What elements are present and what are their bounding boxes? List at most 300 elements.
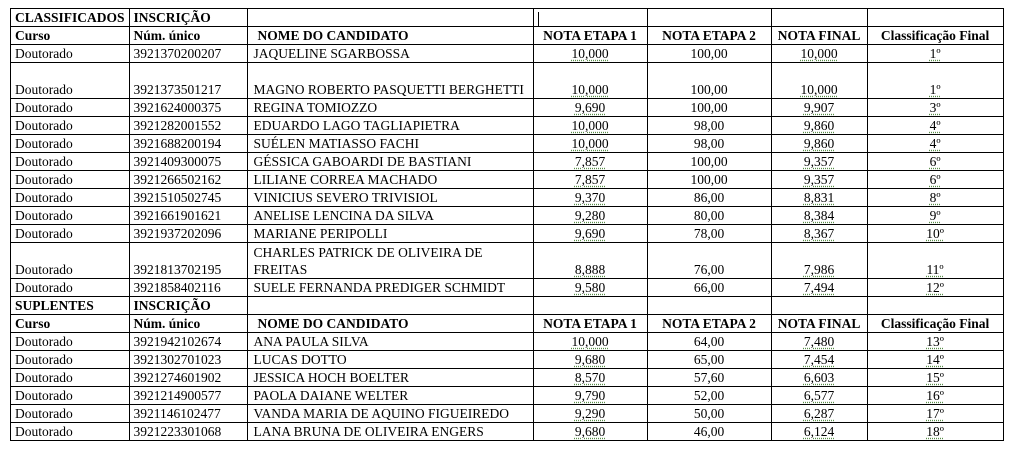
cell-nota-etapa-2-value: 46,00	[693, 424, 725, 439]
cell-nome[interactable]	[247, 189, 533, 207]
cell-classificacao-value: 4º	[929, 136, 941, 151]
cell-nota-etapa-2[interactable]	[647, 369, 771, 387]
cell-classificacao-value: 13º	[926, 334, 944, 349]
cell-classificacao[interactable]	[867, 117, 1003, 135]
cell-classificacao[interactable]	[867, 387, 1003, 405]
cell-curso-value: Doutorado	[15, 406, 73, 421]
cell-nota-etapa-1-value: 10,000	[571, 46, 609, 61]
cell-nota-etapa-1-value: 9,790	[574, 388, 606, 403]
table-row	[11, 171, 1004, 189]
cell-nota-final-value: 10,000	[800, 46, 838, 61]
cell-nota-etapa-1[interactable]	[533, 207, 647, 225]
cell-nota-final-value: 7,480	[803, 334, 835, 349]
cell-curso[interactable]	[11, 135, 130, 153]
cell-classificacao[interactable]	[867, 243, 1003, 279]
cell-nota-etapa-2[interactable]	[647, 207, 771, 225]
section-label-classificados[interactable]: CLASSIFICADOS	[11, 9, 130, 27]
header-nota-etapa-2[interactable]: NOTA ETAPA 2	[647, 27, 771, 45]
cell-curso[interactable]	[11, 63, 130, 99]
cell-classificacao-value: 15º	[926, 370, 944, 385]
cell-nota-final[interactable]	[771, 207, 867, 225]
cell-nome-value: LANA BRUNA DE OLIVEIRA ENGERS	[253, 424, 484, 439]
cell-nota-final-value: 6,124	[803, 424, 835, 439]
header-nome[interactable]: NOME DO CANDIDATO	[247, 27, 533, 45]
cell-nome-value: SUELE FERNANDA PREDIGER SCHMIDT	[253, 280, 506, 295]
cell-nome[interactable]	[247, 99, 533, 117]
cell-num-unico[interactable]	[129, 243, 247, 279]
header-classificacao-final[interactable]: Classificação Final	[867, 27, 1003, 45]
cell-nota-final[interactable]	[771, 45, 867, 63]
cell-nota-etapa-1[interactable]	[533, 423, 647, 441]
cell-nota-etapa-1-value: 7,857	[574, 172, 606, 187]
cell-classificacao[interactable]	[867, 369, 1003, 387]
cell-nome[interactable]	[247, 135, 533, 153]
cell-classificacao-value: 3º	[929, 100, 941, 115]
cell-classificacao-value: 10º	[926, 226, 944, 241]
cell-classificacao-value: 1º	[929, 82, 941, 97]
cell-classificacao[interactable]	[867, 333, 1003, 351]
table-row	[11, 369, 1004, 387]
cell-curso-value: Doutorado	[15, 208, 73, 223]
table-row	[11, 333, 1004, 351]
cell-nota-etapa-1-value: 8,570	[574, 370, 606, 385]
cell-curso-value: Doutorado	[15, 118, 73, 133]
empty-cell[interactable]	[647, 9, 771, 27]
cell-nota-etapa-2[interactable]	[647, 63, 771, 99]
cell-num-unico-value: 3921214900577	[133, 388, 222, 403]
cell-curso[interactable]	[11, 405, 130, 423]
cell-classificacao[interactable]	[867, 423, 1003, 441]
results-table	[10, 8, 1004, 441]
cell-nota-etapa-1[interactable]	[533, 99, 647, 117]
cell-nota-etapa-1-value: 10,000	[571, 82, 609, 97]
cell-num-unico-value: 3921223301068	[133, 424, 222, 439]
cell-num-unico[interactable]	[129, 153, 247, 171]
header-num-unico[interactable]: Núm. único	[129, 315, 247, 333]
cell-nota-final-value: 7,986	[803, 262, 835, 277]
cell-num-unico-value: 3921942102674	[133, 334, 222, 349]
cell-nota-etapa-2[interactable]	[647, 171, 771, 189]
cell-nota-etapa-1-value: 9,680	[574, 352, 606, 367]
cell-nota-etapa-1[interactable]	[533, 135, 647, 153]
cell-nome[interactable]	[247, 243, 533, 279]
cell-nota-final-value: 9,357	[803, 172, 835, 187]
cell-num-unico[interactable]	[129, 225, 247, 243]
cell-nota-etapa-2[interactable]	[647, 45, 771, 63]
cell-curso-value: Doutorado	[15, 226, 73, 241]
cell-nota-etapa-2[interactable]	[647, 99, 771, 117]
cell-curso[interactable]	[11, 171, 130, 189]
cell-nota-etapa-1[interactable]	[533, 117, 647, 135]
cell-curso[interactable]	[11, 243, 130, 279]
empty-cell[interactable]	[533, 297, 647, 315]
cell-nota-etapa-2[interactable]	[647, 333, 771, 351]
cell-nota-final-value: 7,454	[803, 352, 835, 367]
cell-num-unico-value: 3921146102477	[133, 406, 221, 421]
header-nota-etapa-2[interactable]: NOTA ETAPA 2	[647, 315, 771, 333]
cell-curso-value: Doutorado	[15, 190, 73, 205]
empty-cell[interactable]	[247, 297, 533, 315]
cell-nome[interactable]	[247, 171, 533, 189]
cell-num-unico-value: 3921266502162	[133, 172, 222, 187]
cell-classificacao[interactable]	[867, 207, 1003, 225]
cell-nota-etapa-1-value: 9,280	[574, 208, 606, 223]
cell-nome-value: ANELISE LENCINA DA SILVA	[253, 208, 434, 223]
cell-nota-etapa-1-value: 7,857	[574, 154, 606, 169]
cell-nome[interactable]	[247, 423, 533, 441]
header-nota-etapa-1[interactable]: NOTA ETAPA 1	[533, 315, 647, 333]
cell-nota-final-value: 6,603	[803, 370, 835, 385]
cell-nota-final-value: 6,577	[803, 388, 835, 403]
table-row	[11, 225, 1004, 243]
cell-nota-final[interactable]	[771, 117, 867, 135]
table-row	[11, 189, 1004, 207]
cell-num-unico-value: 3921688200194	[133, 136, 222, 151]
table-row	[11, 63, 1004, 99]
cell-curso[interactable]	[11, 423, 130, 441]
cell-nome-value: JAQUELINE SGARBOSSA	[253, 46, 410, 61]
cell-nota-etapa-2-value: 78,00	[693, 226, 725, 241]
cell-num-unico-value: 3921409300075	[133, 154, 222, 169]
cell-curso-value: Doutorado	[15, 334, 73, 349]
header-classificacao-final[interactable]: Classificação Final	[867, 315, 1003, 333]
cell-nome[interactable]	[247, 63, 533, 99]
cell-curso-value: Doutorado	[15, 154, 73, 169]
table-row	[11, 207, 1004, 225]
empty-cell[interactable]	[647, 297, 771, 315]
cell-num-unico[interactable]	[129, 279, 247, 297]
cell-curso[interactable]	[11, 225, 130, 243]
cell-nota-etapa-1-value: 9,580	[574, 280, 606, 295]
cell-classificacao[interactable]	[867, 225, 1003, 243]
text-cursor	[538, 12, 539, 26]
cell-nota-etapa-1[interactable]	[533, 369, 647, 387]
cell-curso[interactable]	[11, 351, 130, 369]
cell-nota-final[interactable]	[771, 243, 867, 279]
cell-nota-etapa-1-value: 10,000	[571, 118, 609, 133]
cell-nota-final-value: 8,831	[803, 190, 835, 205]
cell-nome-value: REGINA TOMIOZZO	[253, 100, 378, 115]
cell-nome-value: SUÉLEN MATIASSO FACHI	[253, 136, 420, 151]
cell-curso-value: Doutorado	[15, 424, 73, 439]
cell-nome-value: JESSICA HOCH BOELTER	[253, 370, 410, 385]
cell-nome-value: ANA PAULA SILVA	[253, 334, 369, 349]
cell-nome[interactable]	[247, 207, 533, 225]
cell-nota-etapa-2-value: 76,00	[693, 262, 725, 277]
cell-classificacao[interactable]	[867, 135, 1003, 153]
cell-nota-etapa-1-value: 10,000	[571, 334, 609, 349]
cell-curso[interactable]	[11, 45, 130, 63]
cell-nota-etapa-2-value: 100,00	[690, 100, 728, 115]
cell-classificacao[interactable]	[867, 171, 1003, 189]
cell-nome-value: GÉSSICA GABOARDI DE BASTIANI	[253, 154, 472, 169]
cell-nota-etapa-2-value: 100,00	[690, 172, 728, 187]
cell-nota-final[interactable]	[771, 405, 867, 423]
results-spreadsheet	[10, 8, 1004, 441]
cell-nota-etapa-2[interactable]	[647, 189, 771, 207]
cell-curso[interactable]	[11, 153, 130, 171]
cell-classificacao-value: 16º	[926, 388, 944, 403]
cell-nota-final[interactable]	[771, 423, 867, 441]
cell-curso-value: Doutorado	[15, 280, 73, 295]
cell-classificacao-value: 4º	[929, 118, 941, 133]
suplentes-section-header	[11, 297, 1004, 315]
cell-nota-etapa-1[interactable]	[533, 63, 647, 99]
cell-curso-value: Doutorado	[15, 46, 73, 61]
cell-nota-etapa-1[interactable]	[533, 171, 647, 189]
table-row	[11, 243, 1004, 279]
cell-nota-etapa-1[interactable]	[533, 243, 647, 279]
cell-nota-final-value: 9,860	[803, 136, 835, 151]
cell-nota-etapa-2-value: 50,00	[693, 406, 725, 421]
cell-nota-final[interactable]	[771, 135, 867, 153]
cell-nota-final[interactable]	[771, 279, 867, 297]
cell-num-unico-value: 3921813702195	[133, 262, 222, 277]
cell-classificacao[interactable]	[867, 351, 1003, 369]
empty-cell[interactable]	[867, 297, 1003, 315]
cell-classificacao-value: 11º	[926, 262, 944, 277]
classificados-section-header	[11, 9, 1004, 27]
cell-nota-etapa-1[interactable]	[533, 279, 647, 297]
cell-nota-etapa-2-value: 80,00	[693, 208, 725, 223]
cell-nota-final[interactable]	[771, 369, 867, 387]
cell-num-unico-value: 3921510502745	[133, 190, 222, 205]
cell-classificacao[interactable]	[867, 405, 1003, 423]
cell-curso[interactable]	[11, 279, 130, 297]
header-curso[interactable]: Curso	[11, 315, 130, 333]
cell-nome[interactable]	[247, 405, 533, 423]
cell-nota-etapa-2-value: 86,00	[693, 190, 725, 205]
header-curso[interactable]: Curso	[11, 27, 130, 45]
cell-nome[interactable]	[247, 225, 533, 243]
cell-num-unico[interactable]	[129, 63, 247, 99]
cell-nome[interactable]	[247, 351, 533, 369]
cell-nota-etapa-2-value: 100,00	[690, 82, 728, 97]
cell-nota-etapa-1[interactable]	[533, 405, 647, 423]
cell-nota-etapa-2[interactable]	[647, 135, 771, 153]
cell-nota-etapa-2-value: 64,00	[693, 334, 725, 349]
cell-nota-etapa-1[interactable]	[533, 225, 647, 243]
active-cell[interactable]	[533, 9, 647, 27]
cell-num-unico[interactable]	[129, 333, 247, 351]
cell-nota-etapa-2[interactable]	[647, 153, 771, 171]
cell-nota-etapa-1[interactable]	[533, 351, 647, 369]
cell-nota-final[interactable]	[771, 387, 867, 405]
classificados-column-headers	[11, 27, 1004, 45]
cell-num-unico[interactable]	[129, 351, 247, 369]
cell-num-unico[interactable]	[129, 369, 247, 387]
cell-num-unico[interactable]	[129, 171, 247, 189]
cell-num-unico[interactable]	[129, 189, 247, 207]
cell-nome-value: LILIANE CORREA MACHADO	[253, 172, 438, 187]
cell-curso[interactable]	[11, 369, 130, 387]
cell-nota-etapa-1-value: 9,290	[574, 406, 606, 421]
cell-nota-final[interactable]	[771, 171, 867, 189]
cell-nome[interactable]	[247, 369, 533, 387]
cell-nota-etapa-1-value: 9,690	[574, 100, 606, 115]
cell-curso[interactable]	[11, 207, 130, 225]
cell-curso[interactable]	[11, 117, 130, 135]
cell-nota-etapa-2[interactable]	[647, 117, 771, 135]
cell-nota-etapa-1[interactable]	[533, 333, 647, 351]
table-row	[11, 117, 1004, 135]
inscricao-label[interactable]: INSCRIÇÃO	[129, 9, 247, 27]
table-row	[11, 99, 1004, 117]
cell-nota-final[interactable]	[771, 189, 867, 207]
section-label-suplentes[interactable]: SUPLENTES	[11, 297, 130, 315]
cell-nota-etapa-2-value: 100,00	[690, 154, 728, 169]
cell-nome[interactable]	[247, 153, 533, 171]
cell-nota-etapa-2-value: 98,00	[693, 136, 725, 151]
cell-nota-etapa-2-value: 100,00	[690, 46, 728, 61]
cell-nota-etapa-1-value: 10,000	[571, 136, 609, 151]
cell-num-unico[interactable]	[129, 423, 247, 441]
cell-nota-etapa-2[interactable]	[647, 351, 771, 369]
cell-num-unico[interactable]	[129, 99, 247, 117]
cell-nota-final-value: 9,357	[803, 154, 835, 169]
cell-nome-value: PAOLA DAIANE WELTER	[253, 388, 409, 403]
cell-nome-value: VANDA MARIA DE AQUINO FIGUEIREDO	[253, 406, 510, 421]
cell-classificacao-value: 6º	[929, 154, 941, 169]
cell-nome[interactable]	[247, 333, 533, 351]
cell-nota-final[interactable]	[771, 63, 867, 99]
cell-num-unico[interactable]	[129, 207, 247, 225]
cell-nota-final[interactable]	[771, 99, 867, 117]
cell-nota-etapa-1-value: 9,370	[574, 190, 606, 205]
cell-curso[interactable]	[11, 333, 130, 351]
header-nota-etapa-1[interactable]: NOTA ETAPA 1	[533, 27, 647, 45]
cell-num-unico-value: 3921370200207	[133, 46, 222, 61]
cell-nota-etapa-2[interactable]	[647, 225, 771, 243]
cell-num-unico-value: 3921661901621	[133, 208, 222, 223]
suplentes-column-headers	[11, 315, 1004, 333]
cell-nota-final-value: 9,907	[803, 100, 835, 115]
cell-num-unico-value: 3921302701023	[133, 352, 222, 367]
cell-nome[interactable]	[247, 117, 533, 135]
cell-num-unico-value: 3921858402116	[133, 280, 221, 295]
cell-nota-etapa-1-value: 9,680	[574, 424, 606, 439]
cell-nota-etapa-1[interactable]	[533, 189, 647, 207]
cell-curso[interactable]	[11, 387, 130, 405]
cell-nota-final[interactable]	[771, 225, 867, 243]
cell-nota-etapa-1-value: 8,888	[574, 262, 606, 277]
cell-classificacao-value: 8º	[929, 190, 941, 205]
cell-classificacao-value: 17º	[926, 406, 944, 421]
cell-nota-final[interactable]	[771, 351, 867, 369]
empty-cell[interactable]	[867, 9, 1003, 27]
cell-curso-value: Doutorado	[15, 262, 73, 277]
cell-nota-final-value: 7,494	[803, 280, 835, 295]
cell-nome-value: VINICIUS SEVERO TRIVISIOL	[253, 190, 438, 205]
cell-nota-final-value: 8,367	[803, 226, 835, 241]
cell-nota-etapa-1[interactable]	[533, 387, 647, 405]
cell-curso-value: Doutorado	[15, 370, 73, 385]
table-row	[11, 423, 1004, 441]
cell-num-unico[interactable]	[129, 405, 247, 423]
table-row	[11, 279, 1004, 297]
cell-num-unico-value: 3921282001552	[133, 118, 222, 133]
cell-num-unico-value: 3921274601902	[133, 370, 222, 385]
cell-nota-final-value: 8,384	[803, 208, 835, 223]
header-num-unico[interactable]: Núm. único	[129, 27, 247, 45]
cell-nota-final[interactable]	[771, 333, 867, 351]
cell-nota-final[interactable]	[771, 153, 867, 171]
cell-nota-etapa-1[interactable]	[533, 45, 647, 63]
cell-curso-value: Doutorado	[15, 82, 73, 97]
cell-nota-etapa-2[interactable]	[647, 387, 771, 405]
cell-classificacao[interactable]	[867, 99, 1003, 117]
cell-classificacao[interactable]	[867, 189, 1003, 207]
cell-classificacao-value: 12º	[926, 280, 944, 295]
cell-nome-value: LUCAS DOTTO	[253, 352, 347, 367]
table-row	[11, 153, 1004, 171]
cell-num-unico-value: 3921373501217	[133, 82, 222, 97]
cell-nota-etapa-2-value: 57,60	[693, 370, 725, 385]
cell-nota-final-value: 6,287	[803, 406, 835, 421]
table-row	[11, 405, 1004, 423]
cell-nome[interactable]	[247, 387, 533, 405]
cell-classificacao[interactable]	[867, 279, 1003, 297]
cell-num-unico[interactable]	[129, 135, 247, 153]
cell-nota-etapa-1[interactable]	[533, 153, 647, 171]
cell-nome-value: CHARLES PATRICK DE OLIVEIRA DE FREITAS	[253, 245, 483, 277]
cell-nome-value: MARIANE PERIPOLLI	[253, 226, 388, 241]
cell-curso-value: Doutorado	[15, 100, 73, 115]
cell-num-unico[interactable]	[129, 45, 247, 63]
empty-cell[interactable]	[771, 297, 867, 315]
header-nota-final[interactable]: NOTA FINAL	[771, 27, 867, 45]
cell-classificacao-value: 18º	[926, 424, 944, 439]
cell-nome[interactable]	[247, 279, 533, 297]
cell-nota-etapa-2[interactable]	[647, 279, 771, 297]
cell-nome-value: EDUARDO LAGO TAGLIAPIETRA	[253, 118, 460, 133]
cell-nota-final-value: 10,000	[800, 82, 838, 97]
cell-classificacao-value: 14º	[926, 352, 944, 367]
table-row	[11, 45, 1004, 63]
cell-num-unico-value: 3921937202096	[133, 226, 222, 241]
cell-nota-etapa-2[interactable]	[647, 243, 771, 279]
cell-classificacao-value: 1º	[929, 46, 941, 61]
cell-num-unico[interactable]	[129, 117, 247, 135]
empty-cell[interactable]	[247, 9, 533, 27]
cell-classificacao-value: 9º	[929, 208, 941, 223]
cell-nota-etapa-1-value: 9,690	[574, 226, 606, 241]
header-nota-final[interactable]: NOTA FINAL	[771, 315, 867, 333]
cell-classificacao[interactable]	[867, 63, 1003, 99]
cell-curso[interactable]	[11, 99, 130, 117]
inscricao-label[interactable]: INSCRIÇÃO	[129, 297, 247, 315]
cell-classificacao-value: 6º	[929, 172, 941, 187]
cell-num-unico[interactable]	[129, 387, 247, 405]
cell-nota-etapa-2-value: 65,00	[693, 352, 725, 367]
cell-classificacao[interactable]	[867, 45, 1003, 63]
cell-nota-etapa-2-value: 98,00	[693, 118, 725, 133]
cell-nome[interactable]	[247, 45, 533, 63]
cell-curso[interactable]	[11, 189, 130, 207]
empty-cell[interactable]	[771, 9, 867, 27]
table-row	[11, 351, 1004, 369]
cell-curso-value: Doutorado	[15, 172, 73, 187]
table-row	[11, 135, 1004, 153]
header-nome[interactable]: NOME DO CANDIDATO	[247, 315, 533, 333]
cell-nota-etapa-2[interactable]	[647, 405, 771, 423]
cell-curso-value: Doutorado	[15, 136, 73, 151]
cell-curso-value: Doutorado	[15, 388, 73, 403]
table-row	[11, 387, 1004, 405]
cell-nota-etapa-2[interactable]	[647, 423, 771, 441]
cell-classificacao[interactable]	[867, 153, 1003, 171]
cell-nome-value: MAGNO ROBERTO PASQUETTI BERGHETTI	[253, 82, 524, 97]
